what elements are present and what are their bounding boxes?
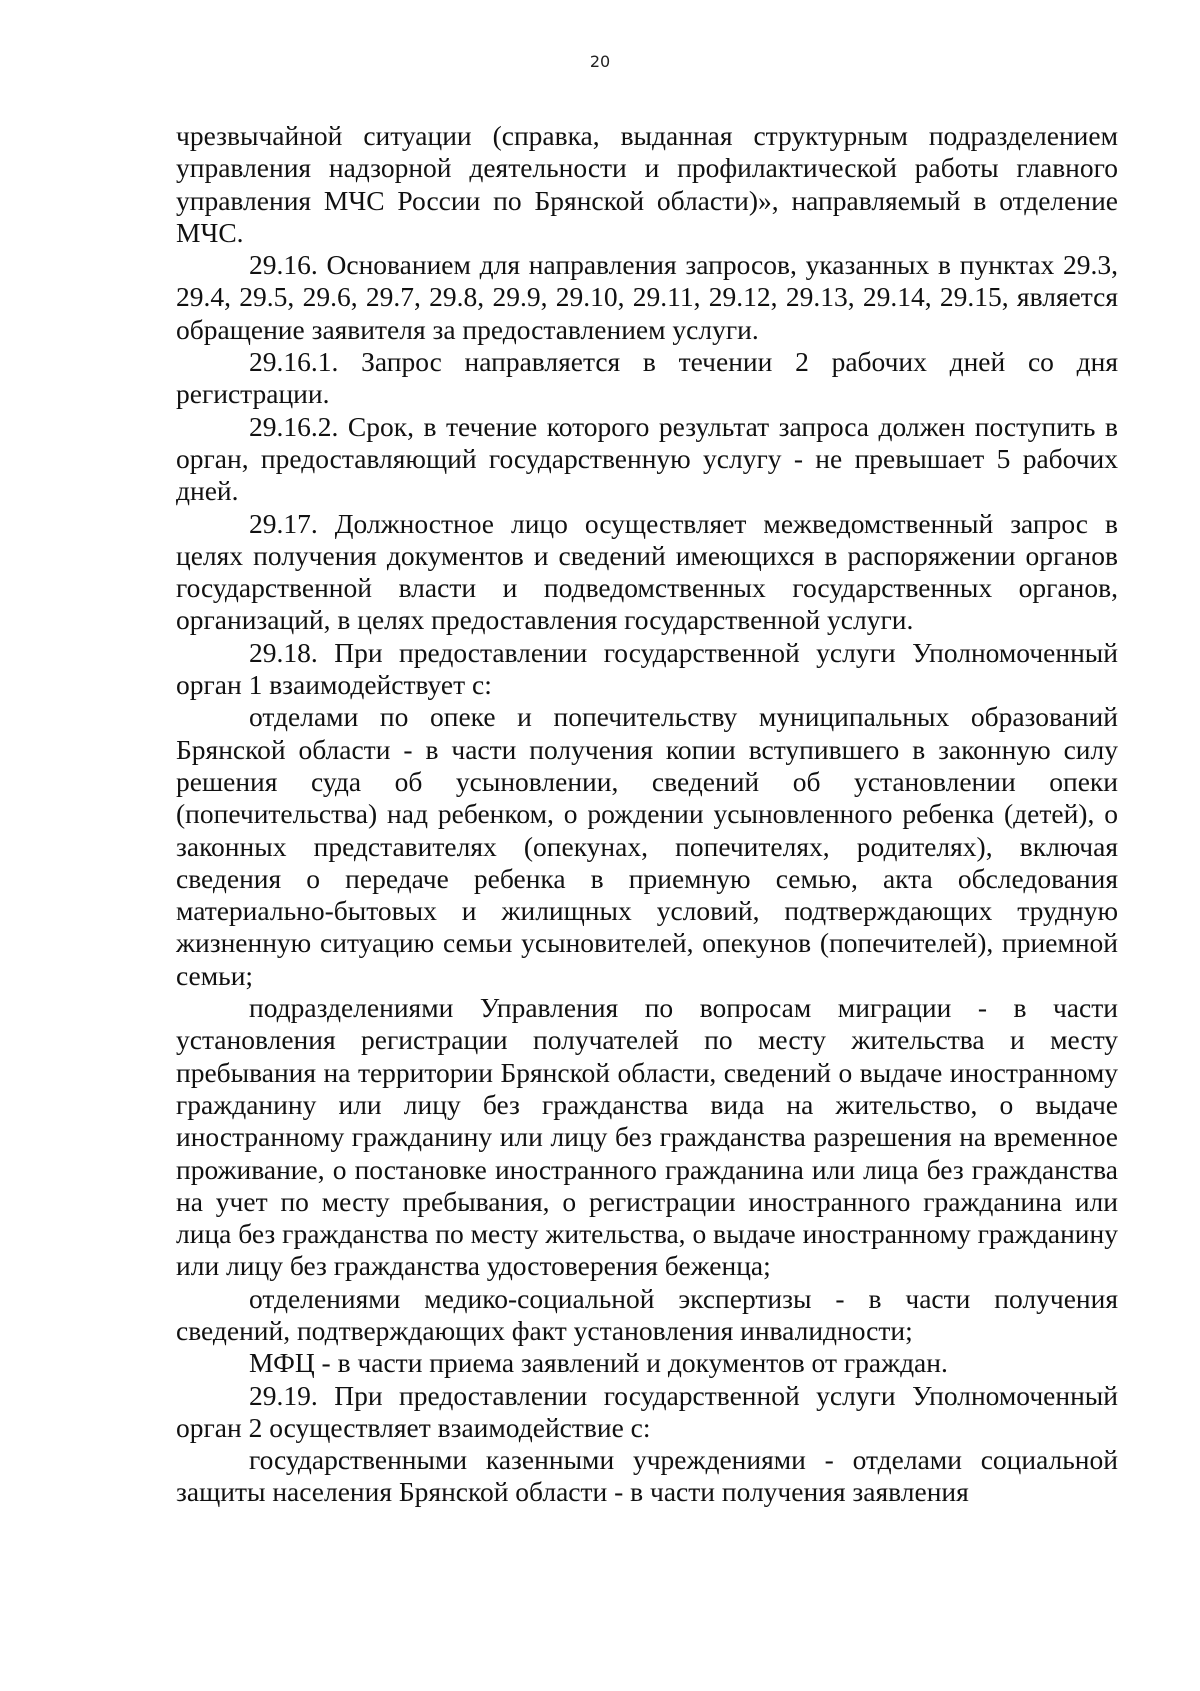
list-item-state-institutions: государственными казенными учреждениями - отделами социальной защиты населения Брянской области - в части получения заявления <box>176 1444 1118 1508</box>
list-item-guardianship-departments: отделами по опеке и попечительству муниципальных образований Брянской области - в части получения копии вступившего в законную силу решения суда об усыновлении, сведений об установлении опеки (попечительства) над ребенком, о рождении усыновленного ребенка (детей), о законных представителях (опекунах, попечителях, родителях), включая сведения о передаче ребенка в приемную семью, акта обследования материально-бытовых и жилищных условий, подтверждающих трудную жизненную ситуацию семьи усыновителей, опекунов (попечителей), приемной семьи; <box>176 701 1118 991</box>
list-item-medical-expertise: отделениями медико-социальной экспертизы - в части получения сведений, подтверждающих факт установления инвалидности; <box>176 1282 1118 1346</box>
paragraph-29-19: 29.19. При предоставлении государственной услуги Уполномоченный орган 2 осуществляет взаимодействие с: <box>176 1379 1118 1443</box>
paragraph-emergency-certificate: чрезвычайной ситуации (справка, выданная структурным подразделением управления надзорной деятельности и профилактической работы главного управления МЧС России по Брянской области)», направляемый в отделение МЧС. <box>176 120 1118 248</box>
document-body <box>176 120 1118 1509</box>
paragraph-29-16-1: 29.16.1. Запрос направляется в течении 2 рабочих дней со дня регистрации. <box>176 346 1118 410</box>
paragraph-29-17: 29.17. Должностное лицо осуществляет межведомственный запрос в целях получения документов и сведений имеющихся в распоряжении органов государственной власти и подведомственных государственных органов, организаций, в целях предоставления государственной услуги. <box>176 507 1118 636</box>
list-item-migration-divisions: подразделениями Управления по вопросам миграции - в части установления регистрации получателей по месту жительства и месту пребывания на территории Брянской области, сведений о выдаче иностранному гражданину или лицу без гражданства вида на жительство, о выдаче иностранному гражданину или лицу без гражданства разрешения на временное проживание, о постановке иностранного гражданина или лица без гражданства на учет по месту пребывания, о регистрации иностранного гражданина или лица без гражданства по месту жительства, о выдаче иностранному гражданину или лицу без гражданства удостоверения беженца; <box>176 992 1118 1282</box>
paragraph-29-16: 29.16. Основанием для направления запросов, указанных в пунктах 29.3, 29.4, 29.5, 29.6, 29.7, 29.8, 29.9, 29.10, 29.11, 29.12, 29.13, 29.14, 29.15, является обращение заявителя за предоставлением услуги. <box>176 249 1118 345</box>
page-number: 20 <box>589 52 611 71</box>
list-item-mfc: МФЦ - в части приема заявлений и документов от граждан. <box>249 1347 948 1379</box>
paragraph-29-18: 29.18. При предоставлении государственной услуги Уполномоченный орган 1 взаимодействует с: <box>176 636 1118 701</box>
paragraph-29-16-2: 29.16.2. Срок, в течение которого результат запроса должен поступить в орган, предоставляющий государственную услугу - не превышает 5 рабочих дней. <box>176 410 1118 507</box>
